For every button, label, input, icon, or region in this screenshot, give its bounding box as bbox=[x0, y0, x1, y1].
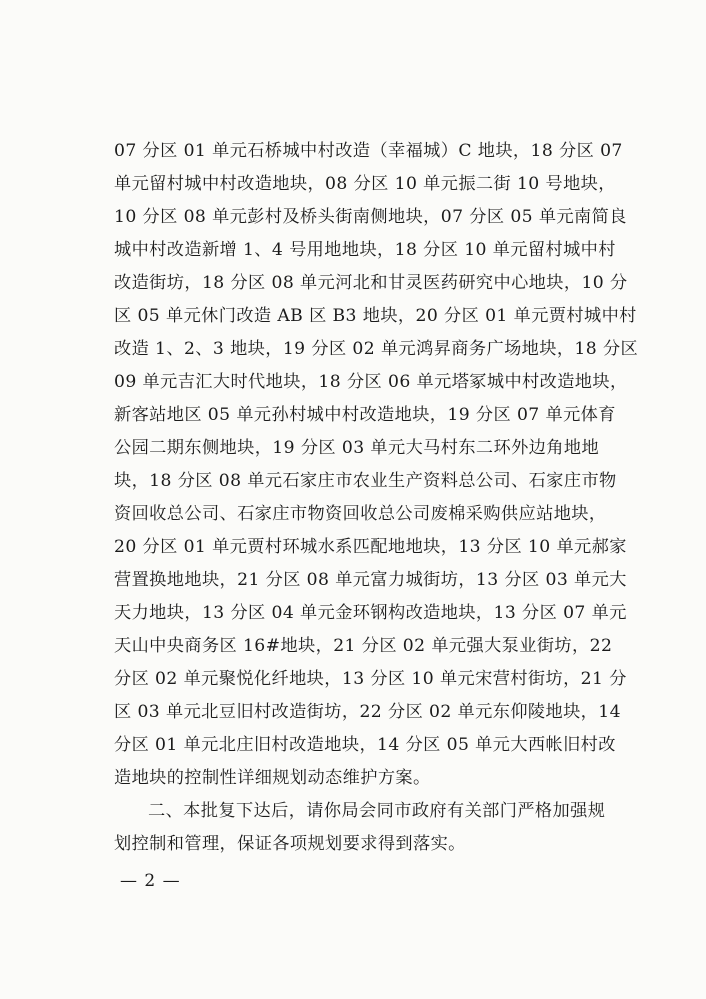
text-line: 二、本批复下达后，请你局会同市政府有关部门严格加强规 bbox=[148, 801, 606, 821]
text-line: 单元留村城中村改造地块，08 分区 10 单元振二街 10 号地块， bbox=[114, 174, 616, 194]
text-line: 造地块的控制性详细规划动态维护方案。 bbox=[114, 768, 431, 788]
text-line: 营置换地地块，21 分区 08 单元富力城街坊，13 分区 03 单元大 bbox=[114, 570, 627, 590]
text-line: 分区 02 单元聚悦化纤地块，13 分区 10 单元宋营村街坊，21 分 bbox=[114, 669, 627, 689]
text-line: 改造街坊，18 分区 08 单元河北和甘灵医药研究中心地块，10 分 bbox=[114, 273, 628, 293]
text-line: 区 05 单元休门改造 AB 区 B3 地块，20 分区 01 单元贾村城中村 bbox=[114, 306, 637, 326]
text-line: 07 分区 01 单元石桥城中村改造（幸福城）C 地块，18 分区 07 bbox=[114, 141, 623, 161]
text-line: 天力地块，13 分区 04 单元金环钢构改造地块，13 分区 07 单元 bbox=[114, 603, 627, 623]
text-line: 20 分区 01 单元贾村环城水系匹配地地块，13 分区 10 单元郝家 bbox=[114, 537, 627, 557]
text-line: 改造 1、2、3 地块，19 分区 02 单元鸿昇商务广场地块，18 分区 bbox=[114, 339, 639, 359]
text-line: 块，18 分区 08 单元石家庄市农业生产资料总公司、石家庄市物 bbox=[114, 471, 617, 491]
text-line: 划控制和管理，保证各项规划要求得到落实。 bbox=[114, 834, 466, 854]
text-line: 城中村改造新增 1、4 号用地地块，18 分区 10 单元留村城中村 bbox=[114, 240, 616, 260]
text-line: 公园二期东侧地块，19 分区 03 单元大马村东二环外边角地地 bbox=[114, 438, 600, 458]
text-line: 10 分区 08 单元彭村及桥头街南侧地块，07 分区 05 单元南简良 bbox=[114, 207, 627, 227]
text-line: 新客站地区 05 单元孙村城中村改造地块，19 分区 07 单元体育 bbox=[114, 405, 616, 425]
text-line: 09 单元吉汇大时代地块，18 分区 06 单元塔冢城中村改造地块， bbox=[114, 372, 628, 392]
text-line: 天山中央商务区 16#地块，21 分区 02 单元强大泵业街坊，22 bbox=[114, 636, 613, 656]
page-number: — 2 — bbox=[120, 871, 181, 891]
text-line: 资回收总公司、石家庄市物资回收总公司废棉采购供应站地块， bbox=[114, 504, 607, 524]
text-line: 分区 01 单元北庄旧村改造地块，14 分区 05 单元大西帐旧村改 bbox=[114, 735, 616, 755]
text-line: 区 03 单元北豆旧村改造街坊，22 分区 02 单元东仰陵地块，14 bbox=[114, 702, 621, 722]
